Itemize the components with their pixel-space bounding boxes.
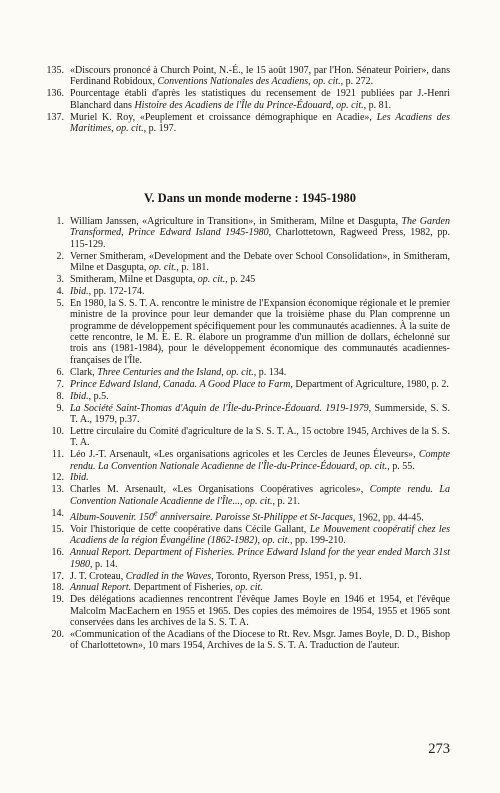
endnote-number: 16. <box>51 547 64 559</box>
endnote-number: 17. <box>51 570 64 582</box>
endnote <box>40 426 450 449</box>
endnote-text: Ibid. <box>70 472 89 484</box>
endnote-number: 18. <box>51 582 64 594</box>
endnote-text: J. T. Croteau, Cradled in the Waves, Toronto, Ryerson Press, 1951, p. 91. <box>70 570 362 582</box>
endnote <box>40 216 450 250</box>
endnotes-section-v <box>40 216 450 652</box>
endnote <box>40 547 450 570</box>
endnote-text: Pourcentage établi d'après les statistiques du recensement de 1921 publiées par J.-Henri Blanchard dans Histoire des Acadiens de l'Île du Prince-Édouard, op. cit., p. 81. <box>70 88 450 111</box>
endnote-text: «Communication of the Acadians of the Diocese to Rt. Rev. Msgr. James Boyle, D. D., Bishop of Charlottetown», 10 mars 1954, Archives de la S. S. T. A. Traduction de l'auteur. <box>70 629 450 652</box>
endnote <box>40 484 450 507</box>
endnote <box>40 88 450 111</box>
endnote-number: 14. <box>51 507 64 519</box>
endnote-text: Clark, Three Centuries and the Island, op. cit., p. 134. <box>70 366 287 378</box>
page-number: 273 <box>428 741 450 757</box>
endnote-text: La Société Saint-Thomas d'Aquin de l'Île-du-Prince-Édouard. 1919-1979, Summerside, S. S. T. A., 1979, p.37. <box>70 402 450 425</box>
endnote-number: 3. <box>56 274 64 286</box>
endnote-number: 19. <box>51 594 64 606</box>
endnote-text: Smitheram, Milne et Dasgupta, op. cit., p. 245 <box>70 274 256 286</box>
endnote-text: Album-Souvenir. 150e anniversaire. Paroisse St-Philippe et St-Jacques, 1962, pp. 44-45. <box>70 508 424 523</box>
endnote <box>40 449 450 472</box>
endnote <box>40 286 450 297</box>
endnote-number: 2. <box>56 250 64 262</box>
endnote-number: 15. <box>51 523 64 535</box>
endnote <box>40 594 450 628</box>
endnote-text: Léo J.-T. Arsenault, «Les organisations agricoles et les Cercles de Jeunes Éleveurs», Compte rendu. La Convention Nationale Acadienne de l'Île-du-Prince-Édouard, op. cit., p. 55. <box>70 449 450 472</box>
endnote <box>40 571 450 582</box>
endnote-number: 12. <box>51 472 64 484</box>
endnote-number: 10. <box>51 425 64 437</box>
endnote-text: Annual Report. Department of Fisheries, op. cit. <box>70 582 263 594</box>
endnote-text: Charles M. Arsenault, «Les Organisations Coopératives agricoles», Compte rendu. La Convention Nationale Acadienne de l'Île..., op. cit., p. 21. <box>70 484 450 507</box>
endnote <box>40 367 450 378</box>
endnote-number: 6. <box>56 366 64 378</box>
endnote-number: 7. <box>56 378 64 390</box>
endnote <box>40 391 450 402</box>
endnote-number: 11. <box>51 449 64 461</box>
endnote <box>40 582 450 593</box>
endnote-text: «Discours prononcé à Church Point, N.-É., le 15 août 1907, par l'Hon. Sénateur Poirier», dans Ferdinand Robidoux, Conventions Nationales des Acadiens, op. cit., p. 272. <box>70 65 450 88</box>
endnote <box>40 524 450 547</box>
endnote <box>40 379 450 390</box>
endnote <box>40 403 450 426</box>
endnote <box>40 274 450 285</box>
endnote-number: 20. <box>51 629 64 641</box>
endnote-number: 135. <box>46 65 64 76</box>
endnote-text: En 1980, la S. S. T. A. rencontre le ministre de l'Expansion économique régionale et le premier ministre de la province pour leur demander que la troisième phase du Plan comprenne un programme de développement spécifiquement pour les communautés acadiennes. À la suite de cette rencontre, le M. E. E. R. élabore un programme d'un million de dollars, échelonné sur trois ans (1981-1984), pour le développement économique des communautés acadiennes-françaises de l'Île. <box>70 297 450 366</box>
endnote-number: 136. <box>46 88 64 100</box>
endnote <box>40 629 450 652</box>
endnote <box>40 508 450 524</box>
endnote <box>40 298 450 366</box>
endnote <box>40 65 450 88</box>
endnote-number: 137. <box>46 111 64 123</box>
endnote-text: Annual Report. Department of Fisheries. Prince Edward Island for the year ended March 31st 1980, p. 14. <box>70 547 450 570</box>
endnote-text: Voir l'historique de cette coopérative dans Cécile Gallant, Le Mouvement coopératif chez les Acadiens de la région Évangéline (1862-1982), op. cit., pp. 199-210. <box>70 523 450 547</box>
endnote-number: 8. <box>56 390 64 402</box>
section-heading: V. Dans un monde moderne : 1945-1980 <box>144 191 356 205</box>
endnote <box>40 472 450 483</box>
endnote-number: 9. <box>56 402 64 414</box>
endnote-number: 4. <box>56 285 64 297</box>
endnote-text: Lettre circulaire du Comité d'agriculture de la S. S. T. A., 15 octobre 1945, Archives de la S. S. T. A. <box>70 425 450 449</box>
endnote-text: Verner Smitheram, «Development and the Debate over School Consolidation», in Smitheram, Milne et Dasgupta, op. cit., p. 181. <box>70 250 450 274</box>
endnote-text: Des délégations acadiennes rencontrent l'évêque James Boyle en 1946 et 1954, et l'évêque Malcolm MacEachern en 1955 et 1965. Des copies des mémoires de 1954, 1955 et 1965 sont conservées dans les archives de la S. S. T. A. <box>70 594 450 629</box>
endnote-text: Ibid., pp. 172-174. <box>70 285 145 297</box>
endnote-text: Ibid., p.5. <box>70 390 109 402</box>
endnote-text: Prince Edward Island, Canada. A Good Place to Farm, Department of Agriculture, 1980, p. 2. <box>70 378 449 390</box>
endnote <box>40 251 450 274</box>
endnote-text: William Janssen, «Agriculture in Transition», in Smitheram, Milne et Dasgupta, The Garden Transformed, Prince Edward Island 1945-1980, Charlottetown, Ragweed Press, 1982, pp. 115-129. <box>70 216 450 250</box>
endnotes-previous-chapter <box>40 65 450 135</box>
endnote-number: 13. <box>51 484 64 496</box>
endnote-number: 1. <box>56 216 64 227</box>
endnote-number: 5. <box>56 297 64 309</box>
endnote-text: Muriel K. Roy, «Peuplement et croissance démographique en Acadie», Les Acadiens des Maritimes, op. cit., p. 197. <box>70 111 450 135</box>
endnote <box>40 112 450 135</box>
